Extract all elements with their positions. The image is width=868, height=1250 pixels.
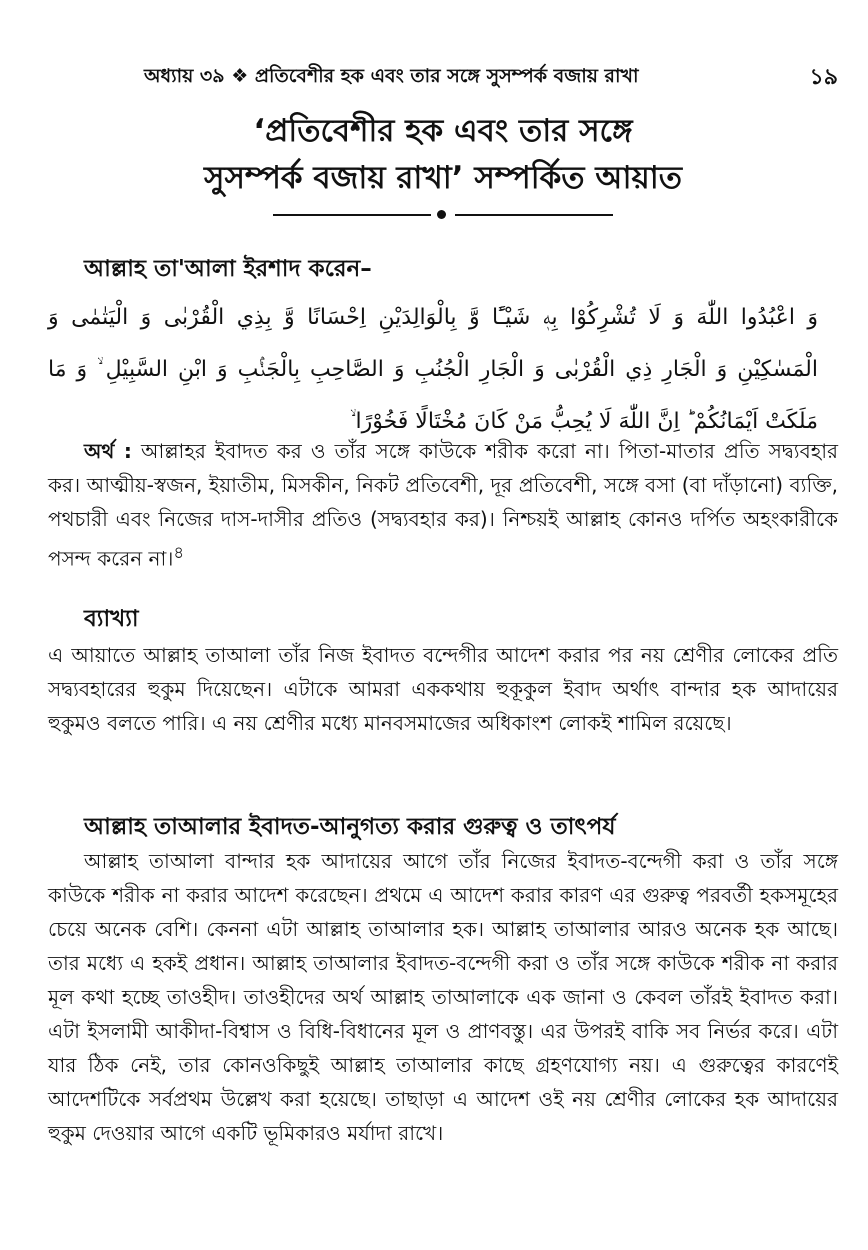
- arabic-verse: وَ اعْبُدُوا اللّٰهَ وَ لَا تُشْرِكُوْا بِهٖ شَيْـًٔا وَّ بِالْوَالِدَيْنِ اِحْسَانًا وَّ بِذِي الْقُرْبٰى وَ الْيَتٰمٰى وَ الْمَسٰكِيْنِ وَ الْجَارِ ذِي الْقُرْبٰى وَ الْجَارِ الْجُنُبِ وَ الصَّاحِبِ بِالْجَنْۢبِ وَ ابْنِ السَّبِيْلِ ۙ وَ مَا مَلَكَتْ اَيْمَانُكُمْ ؕ اِنَّ اللّٰهَ لَا يُحِبُّ مَنْ كَانَ مُخْتَالًا فَخُوْرًا ۙ: [48, 305, 818, 434]
- importance-paragraph: আল্লাহ তাআলা বান্দার হক আদায়ের আগে তাঁর নিজের ইবাদত-বন্দেগী করা ও তাঁর সঙ্গে কাউকে শরীক না করার আদেশ করেছেন। প্রথমে এ আদেশ করার কারণ এর গুরুত্ব পরবর্তী হকসমূহের চেয়ে অনেক বেশি। কেননা এটা আল্লাহ তাআলার হক। আল্লাহ তাআলার আরও অনেক হক আছে। তার মধ্যে এ হকই প্রধান। আল্লাহ তাআলার ইবাদত-বন্দেগী করা ও তাঁর সঙ্গে কাউকে শরীক না করার মূল কথা হচ্ছে তাওহীদ। তাওহীদের অর্থ আল্লাহ তাআলাকে এক জানা ও কেবল তাঁরই ইবাদত করা। এটা ইসলামী আকীদা-বিশ্বাস ও বিধি-বিধানের মূল ও প্রাণবস্তু। এর উপরই বাকি সব নির্ভর করে। এটা যার ঠিক নেই, তার কোনওকিছুই আল্লাহ তাআলার কাছে গ্রহণযোগ্য নয়। এ গুরুত্বের কারণেই আদেশটিকে সর্বপ্রথম উল্লেখ করা হয়েছে। তাছাড়া এ আদেশ ওই নয় শ্রেণীর লোকের হক আদায়ের হুকুম দেওয়ার আগে একটি ভূমিকারও মর্যাদা রাখে।: [48, 849, 838, 1145]
- section-heading-importance: আল্লাহ তাআলার ইবাদত-আনুগত্য করার গুরুত্ব ও তাৎপর্য: [84, 814, 616, 840]
- translation-label: অর্থ :: [84, 439, 132, 463]
- page: [48, 0, 838, 1250]
- chapter-title-line-1: ‘প্রতিবেশীর হক এবং তার সঙ্গে: [253, 113, 633, 149]
- title-divider-ornament: [273, 208, 613, 220]
- footnote-marker: ৪: [173, 543, 185, 562]
- translation-text: আল্লাহর ইবাদত কর ও তাঁর সঙ্গে কাউকে শরীক করো না। পিতা-মাতার প্রতি সদ্ব্যবহার কর। আত্মীয়-স্বজন, ইয়াতীম, মিসকীন, নিকট প্রতিবেশী, দূর প্রতিবেশী, সঙ্গে বসা (বা দাঁড়ানো) ব্যক্তি, পথচারী এবং নিজের দাস-দাসীর প্রতিও (সদ্ব্যবহার কর)। নিশ্চয়ই আল্লাহ কোনও দর্পিত অহংকারীকে পসন্দ করেন না।: [48, 439, 839, 571]
- explanation-paragraph: এ আয়াতে আল্লাহ তাআলা তাঁর নিজ ইবাদত বন্দেগীর আদেশ করার পর নয় শ্রেণীর লোকের প্রতি সদ্ব্যবহারের হুকুম দিয়েছেন। এটাকে আমরা এককথায় হুকূকুল ইবাদ অর্থাৎ বান্দার হক আদায়ের হুকুমও বলতে পারি। এ নয় শ্রেণীর মধ্যে মানবসমাজের অধিকাংশ লোকই শামিল রয়েছে।: [48, 643, 838, 735]
- running-head: [48, 58, 838, 92]
- running-head-title: অধ্যায় ৩৯ ❖ প্রতিবেশীর হক এবং তার সঙ্গে সুসম্পর্ক বজায় রাখা: [144, 65, 639, 87]
- verse-intro-heading: আল্লাহ তা'আলা ইরশাদ করেন–: [84, 256, 372, 282]
- chapter-title: [48, 108, 838, 202]
- section-heading-explanation: ব্যাখ্যা: [84, 606, 139, 632]
- page-number: ১৯: [809, 65, 838, 90]
- translation-paragraph: [48, 434, 838, 576]
- chapter-title-line-2: সুসম্পর্ক বজায় রাখা’ সম্পর্কিত আয়াত: [203, 160, 683, 196]
